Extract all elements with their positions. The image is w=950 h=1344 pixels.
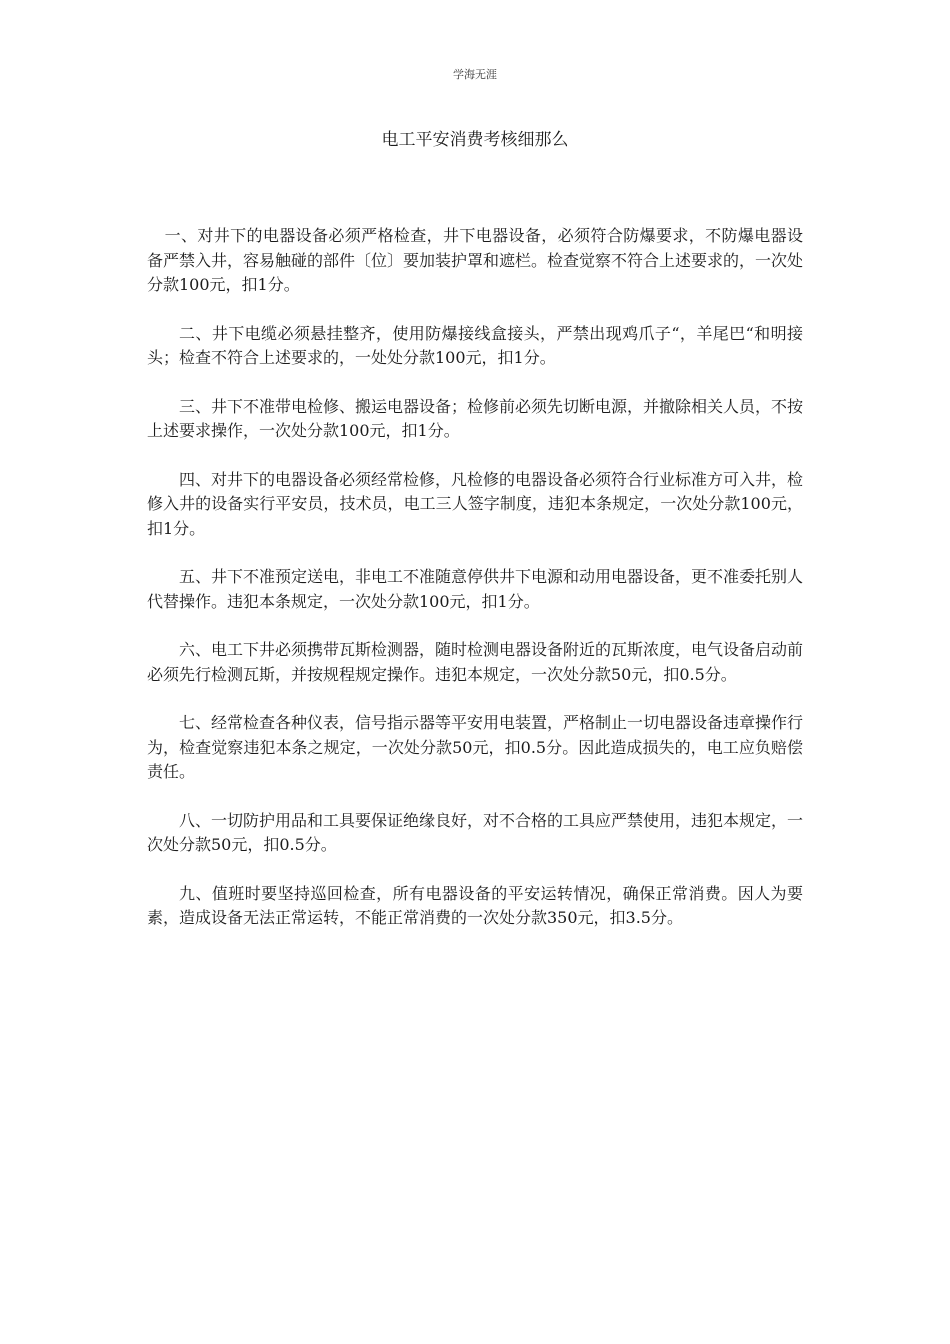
paragraph-2: 二、井下电缆必须悬挂整齐，使用防爆接线盒接头，严禁出现鸡爪子“，羊尾巴“和明接头；检查不符合上述要求的，一处处分款100元，扣1分。: [147, 323, 803, 367]
document-title: 电工平安消费考核细那么: [381, 130, 569, 150]
paragraph-9: 九、值班时要坚持巡回检查，所有电器设备的平安运转情况，确保正常消费。因人为要素，造成设备无法正常运转，不能正常消费的一次处分款350元，扣3.5分。: [147, 883, 803, 927]
paragraph-3: 三、井下不准带电检修、搬运电器设备；检修前必须先切断电源，并撤除相关人员，不按上述要求操作，一次处分款100元，扣1分。: [147, 396, 804, 440]
document-body: [147, 224, 803, 955]
paragraph-1: 一、对井下的电器设备必须严格检查，井下电器设备，必须符合防爆要求，不防爆电器设备严禁入井，容易触碰的部件〔位〕要加装护罩和遮栏。检查觉察不符合上述要求的，一次处分款100元，扣1分。: [147, 226, 804, 294]
paragraph-4: 四、对井下的电器设备必须经常检修，凡检修的电器设备必须符合行业标准方可入井，检修入井的设备实行平安员，技术员，电工三人签字制度，违犯本条规定，一次处分款100元，扣1分。: [147, 469, 804, 538]
paragraph-5: 五、井下不准预定送电，非电工不准随意停供井下电源和动用电器设备，更不准委托别人代替操作。违犯本条规定，一次处分款100元，扣1分。: [147, 567, 804, 611]
page-header: 学海无涯: [453, 68, 497, 81]
paragraph-6: 六、电工下井必须携带瓦斯检测器，随时检测电器设备附近的瓦斯浓度，电气设备启动前必须先行检测瓦斯，并按规程规定操作。违犯本规定，一次处分款50元，扣0.5分。: [147, 640, 804, 684]
paragraph-8: 八、一切防护用品和工具要保证绝缘良好，对不合格的工具应严禁使用，违犯本规定，一次处分款50元，扣0.5分。: [147, 810, 804, 854]
paragraph-7: 七、经常检查各种仪表，信号指示器等平安用电装置，严格制止一切电器设备违章操作行为，检查觉察违犯本条之规定，一次处分款50元，扣0.5分。因此造成损失的，电工应负赔偿责任。: [147, 713, 804, 781]
